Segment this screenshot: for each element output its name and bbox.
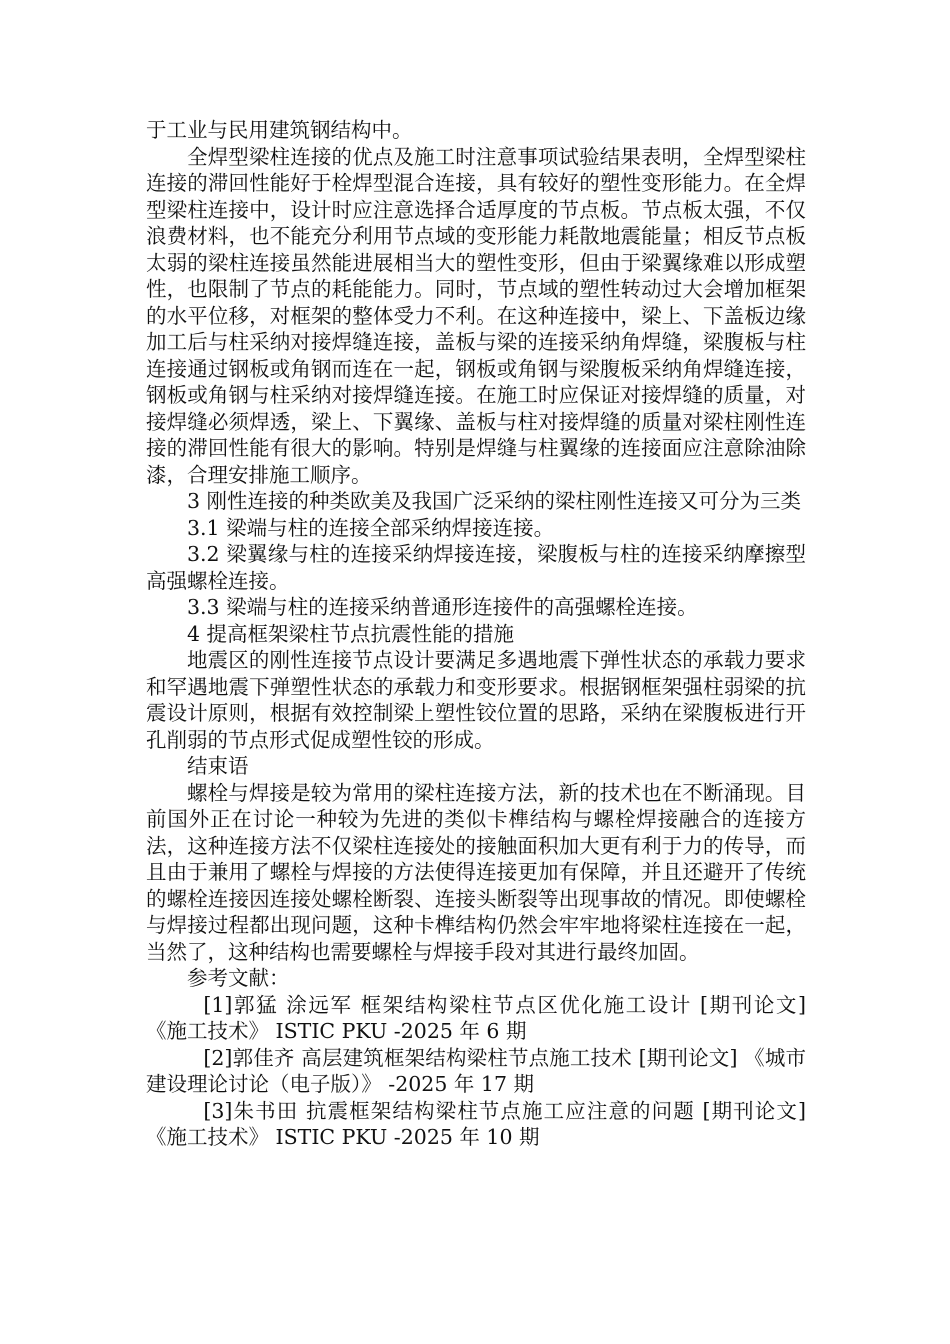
document-page: [146, 117, 806, 1151]
subsection-3-2: 3.2 梁翼缘与柱的连接采纳焊接连接，梁腹板与柱的连接采纳摩擦型高强螺栓连接。: [146, 542, 806, 593]
references-heading: 参考文献：: [187, 966, 290, 990]
paragraph-continuation: 于工业与民用建筑钢结构中。: [146, 118, 413, 142]
reference-item-3: [3]朱书田 抗震框架结构梁柱节点施工应注意的问题 [期刊论文] 《施工技术》 ISTIC PKU -2025 年 10 期: [146, 1098, 806, 1149]
subsection-3-1: 3.1 梁端与柱的连接全部采纳焊接连接。: [187, 515, 555, 540]
paragraph-conclusion: 螺栓与焊接是较为常用的梁柱连接方法，新的技术也在不断涌现。目前国外正在讨论一种较为先进的类似卡榫结构与螺栓焊接融合的连接方法，这种连接方法不仅梁柱连接处的接触面积加大更有利于力的传导，而且由于兼用了螺栓与焊接的方法使得连接更加有保障，并且还避开了传统的螺栓连接因连接处螺栓断裂、连接头断裂等出现事故的情况。即使螺栓与焊接过程都出现问题，这种卡榫结构仍然会牢牢地将梁柱连接在一起，当然了，这种结构也需要螺栓与焊接手段对其进行最终加固。: [146, 780, 806, 964]
section-heading-3: 3 刚性连接的种类欧美及我国广泛采纳的梁柱刚性连接又可分为三类: [187, 489, 802, 513]
reference-item-1: [1]郭猛 涂远军 框架结构梁柱节点区优化施工设计 [期刊论文] 《施工技术》 ISTIC PKU -2025 年 6 期: [146, 992, 806, 1043]
paragraph-full-weld-connection: 全焊型梁柱连接的优点及施工时注意事项试验结果表明，全焊型梁柱连接的滞回性能好于栓焊型混合连接，具有较好的塑性变形能力。在全焊型梁柱连接中，设计时应注意选择合适厚度的节点板。节点板太强，不仅浪费材料，也不能充分利用节点域的变形能力耗散地震能量；相反节点板太弱的梁柱连接虽然能进展相当大的塑性变形，但由于梁翼缘难以形成塑性，也限制了节点的耗能能力。同时，节点域的塑性转动过大会增加框架的水平位移，对框架的整体受力不利。在这种连接中，梁上、下盖板边缘加工后与柱采纳对接焊缝连接，盖板与梁的连接采纳角焊缝，梁腹板与柱连接通过钢板或角钢而连在一起，钢板或角钢与梁腹板采纳角焊缝连接，钢板或角钢与柱采纳对接焊缝连接。在施工时应保证对接焊缝的质量，对接焊缝必须焊透，梁上、下翼缘、盖板与柱对接焊缝的质量对梁柱刚性连接的滞回性能有很大的影响。特别是焊缝与柱翼缘的连接面应注意除油除漆，合理安排施工顺序。: [146, 144, 806, 487]
section-heading-4: 4 提高框架梁柱节点抗震性能的措施: [187, 621, 515, 646]
conclusion-heading: 结束语: [187, 754, 249, 778]
subsection-3-3: 3.3 梁端与柱的连接采纳普通形连接件的高强螺栓连接。: [187, 595, 698, 619]
reference-item-2: [2]郭佳齐 高层建筑框架结构梁柱节点施工技术 [期刊论文] 《城市建设理论讨论（电子版）》 -2025 年 17 期: [146, 1045, 806, 1096]
paragraph-seismic-design: 地震区的刚性连接节点设计要满足多遇地震下弹性状态的承载力要求和罕遇地震下弹塑性状态的承载力和变形要求。根据钢框架强柱弱梁的抗震设计原则，根据有效控制梁上塑性铰位置的思路，采纳在梁腹板进行开孔削弱的节点形式促成塑性铰的形成。: [146, 648, 806, 752]
